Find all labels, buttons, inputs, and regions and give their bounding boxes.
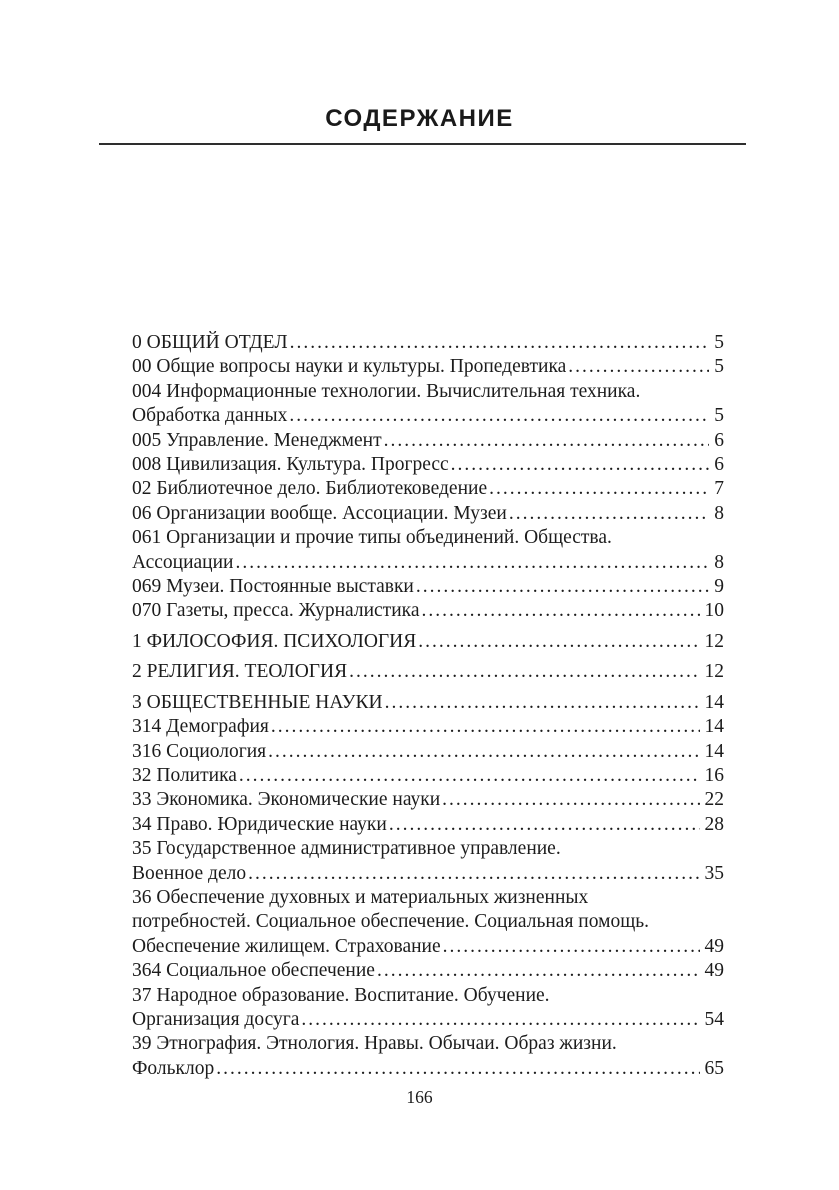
toc-entry-line bbox=[132, 502, 724, 526]
toc-entry bbox=[132, 959, 724, 983]
toc-entry-line bbox=[132, 1032, 724, 1056]
toc-entry-text: 3 ОБЩЕСТВЕННЫЕ НАУКИ bbox=[132, 691, 383, 713]
toc-entry-text: 0 ОБЩИЙ ОТДЕЛ bbox=[132, 332, 288, 353]
toc-entry-page-number: 14 bbox=[704, 691, 724, 713]
dot-leader bbox=[349, 660, 699, 684]
toc-entry-page-number: 14 bbox=[704, 740, 724, 762]
dot-leader bbox=[385, 691, 700, 715]
toc-entry bbox=[132, 380, 724, 429]
toc-entry-text: 36 Обеспечение духовных и материальных жизненных bbox=[132, 886, 589, 908]
toc-entry-text: 061 Организации и прочие типы объединений. Общества. bbox=[132, 527, 612, 549]
dot-leader bbox=[418, 630, 699, 654]
toc-entry bbox=[132, 691, 724, 715]
toc-entry-line bbox=[132, 935, 724, 959]
toc-entry-page-number: 65 bbox=[704, 1057, 724, 1079]
toc-entry-page-number: 6 bbox=[714, 429, 724, 451]
toc-entry-line bbox=[132, 599, 724, 623]
toc-entry-text: 364 Социальное обеспечение bbox=[132, 960, 375, 982]
toc-entry-text: 37 Народное образование. Воспитание. Обучение. bbox=[132, 984, 550, 1006]
toc-entry bbox=[132, 813, 724, 837]
toc-entry-page-number: 22 bbox=[704, 789, 724, 811]
toc-entry-line bbox=[132, 404, 724, 428]
toc-entry-line bbox=[132, 551, 724, 575]
page-footer bbox=[0, 1087, 839, 1108]
dot-leader bbox=[568, 355, 709, 379]
toc-entry-page-number: 10 bbox=[704, 600, 724, 622]
toc-entry-page-number: 49 bbox=[704, 935, 724, 957]
toc-entry-line bbox=[132, 331, 724, 355]
toc-entry-text: 005 Управление. Менеджмент bbox=[132, 429, 382, 451]
toc-entry bbox=[132, 630, 724, 654]
toc-entry-text: Обработка данных bbox=[132, 405, 288, 427]
toc-entry bbox=[132, 502, 724, 526]
toc-entry-line bbox=[132, 910, 724, 934]
dot-leader bbox=[384, 429, 710, 453]
toc-entry-text: 070 Газеты, пресса. Журналистика bbox=[132, 600, 420, 622]
dot-leader bbox=[416, 575, 709, 599]
dot-leader bbox=[389, 813, 700, 837]
toc-entry-text: 1 ФИЛОСОФИЯ. ПСИХОЛОГИЯ bbox=[132, 630, 417, 652]
toc-entry-text: 02 Библиотечное дело. Библиотековедение bbox=[132, 478, 488, 500]
toc-entry bbox=[132, 660, 724, 684]
toc-entry-page-number: 6 bbox=[714, 454, 724, 476]
toc-entry-text: Организация досуга bbox=[132, 1008, 300, 1030]
toc-entry-text: 2 РЕЛИГИЯ. ТЕОЛОГИЯ bbox=[132, 661, 348, 683]
toc-entry bbox=[132, 453, 724, 477]
toc-entry-page-number: 12 bbox=[704, 630, 724, 652]
toc-entry-page-number: 54 bbox=[704, 1008, 724, 1030]
toc-entry bbox=[132, 477, 724, 501]
dot-leader bbox=[442, 788, 699, 812]
toc-entry-page-number: 16 bbox=[704, 764, 724, 786]
toc-entry-text: 004 Информационные технологии. Вычислительная техника. bbox=[132, 380, 641, 402]
toc-entry-line bbox=[132, 691, 724, 715]
toc-entry-line bbox=[132, 886, 724, 910]
toc-entry bbox=[132, 575, 724, 599]
toc-entry-page-number: 12 bbox=[704, 661, 724, 683]
toc-entry-text: 00 Общие вопросы науки и культуры. Пропедевтика bbox=[132, 356, 567, 378]
toc-entry-text: 39 Этнография. Этнология. Нравы. Обычаи. Образ жизни. bbox=[132, 1033, 617, 1055]
toc-entry-text: 314 Демография bbox=[132, 716, 269, 738]
toc-entry-text: Фольклор bbox=[132, 1057, 215, 1079]
toc-list bbox=[132, 331, 724, 1081]
dot-leader bbox=[216, 1057, 699, 1081]
toc-entry-line bbox=[132, 984, 724, 1008]
toc-entry-page-number: 7 bbox=[714, 478, 724, 500]
toc-entry-page-number: 49 bbox=[704, 960, 724, 982]
dot-leader bbox=[271, 715, 700, 739]
toc-entry bbox=[132, 788, 724, 812]
toc-entry bbox=[132, 429, 724, 453]
dot-leader bbox=[509, 502, 709, 526]
toc-entry-line bbox=[132, 813, 724, 837]
toc-entry-line bbox=[132, 630, 724, 654]
toc-entry bbox=[132, 764, 724, 788]
toc-entry-page-number: 28 bbox=[704, 813, 724, 835]
toc-entry-text: 33 Экономика. Экономические науки bbox=[132, 789, 441, 811]
dot-leader bbox=[289, 404, 709, 428]
toc-entry-text: 069 Музеи. Постоянные выставки bbox=[132, 576, 414, 598]
toc-entry-line bbox=[132, 380, 724, 404]
page-title: СОДЕРЖАНИЕ bbox=[325, 105, 514, 132]
toc-entry-line bbox=[132, 477, 724, 501]
toc-entry bbox=[132, 984, 724, 1033]
toc-entry-page-number: 35 bbox=[704, 862, 724, 884]
toc-entry-line bbox=[132, 959, 724, 983]
toc-entry-text: 316 Социология bbox=[132, 740, 267, 762]
toc-entry-page-number: 5 bbox=[714, 356, 724, 378]
toc-entry-page-number: 5 bbox=[714, 405, 724, 427]
toc-entry-line bbox=[132, 837, 724, 861]
toc-entry-page-number: 5 bbox=[714, 332, 724, 353]
toc-entry-line bbox=[132, 862, 724, 886]
dot-leader bbox=[239, 764, 700, 788]
dot-leader bbox=[489, 477, 709, 501]
toc-entry-text: 06 Организации вообще. Ассоциации. Музеи bbox=[132, 502, 507, 524]
folio-page-number: 166 bbox=[406, 1087, 433, 1107]
title-rule bbox=[99, 143, 746, 145]
toc-entry-page-number: 14 bbox=[704, 716, 724, 738]
toc-entry-text: 008 Цивилизация. Культура. Прогресс bbox=[132, 454, 449, 476]
toc-entry bbox=[132, 740, 724, 764]
toc-entry bbox=[132, 599, 724, 623]
toc-entry-text: 32 Политика bbox=[132, 764, 237, 786]
toc-entry bbox=[132, 837, 724, 886]
toc-entry-line bbox=[132, 788, 724, 812]
toc-entry-line bbox=[132, 1057, 724, 1081]
toc-entry-text: потребностей. Социальное обеспечение. Социальная помощь. bbox=[132, 911, 649, 933]
toc-entry-line bbox=[132, 740, 724, 764]
toc-entry-text: Обеспечение жилищем. Страхование bbox=[132, 935, 441, 957]
toc-entry-line bbox=[132, 355, 724, 379]
toc-entry bbox=[132, 1032, 724, 1081]
toc-entry-page-number: 8 bbox=[714, 502, 724, 524]
toc-entry-text: 35 Государственное административное управление. bbox=[132, 838, 561, 860]
toc-entry bbox=[132, 331, 724, 355]
toc-entry-line bbox=[132, 575, 724, 599]
toc-entry-page-number: 8 bbox=[714, 551, 724, 573]
dot-leader bbox=[290, 331, 710, 355]
toc-entry-line bbox=[132, 429, 724, 453]
toc-entry-line bbox=[132, 660, 724, 684]
toc-entry-line bbox=[132, 526, 724, 550]
toc-entry bbox=[132, 355, 724, 379]
dot-leader bbox=[377, 959, 700, 983]
dot-leader bbox=[268, 740, 699, 764]
dot-leader bbox=[248, 862, 699, 886]
toc-entry bbox=[132, 886, 724, 959]
dot-leader bbox=[301, 1008, 699, 1032]
toc-entry bbox=[132, 715, 724, 739]
toc-entry-page-number: 9 bbox=[714, 576, 724, 598]
toc-entry-text: Военное дело bbox=[132, 862, 247, 884]
toc-entry-text: 34 Право. Юридические науки bbox=[132, 813, 387, 835]
toc-entry-line bbox=[132, 1008, 724, 1032]
dot-leader bbox=[421, 599, 699, 623]
toc-entry-line bbox=[132, 715, 724, 739]
toc-entry bbox=[132, 526, 724, 575]
dot-leader bbox=[451, 453, 710, 477]
toc-entry-line bbox=[132, 453, 724, 477]
dot-leader bbox=[236, 551, 710, 575]
toc-entry-text: Ассоциации bbox=[132, 551, 234, 573]
dot-leader bbox=[443, 935, 700, 959]
toc-entry-line bbox=[132, 764, 724, 788]
